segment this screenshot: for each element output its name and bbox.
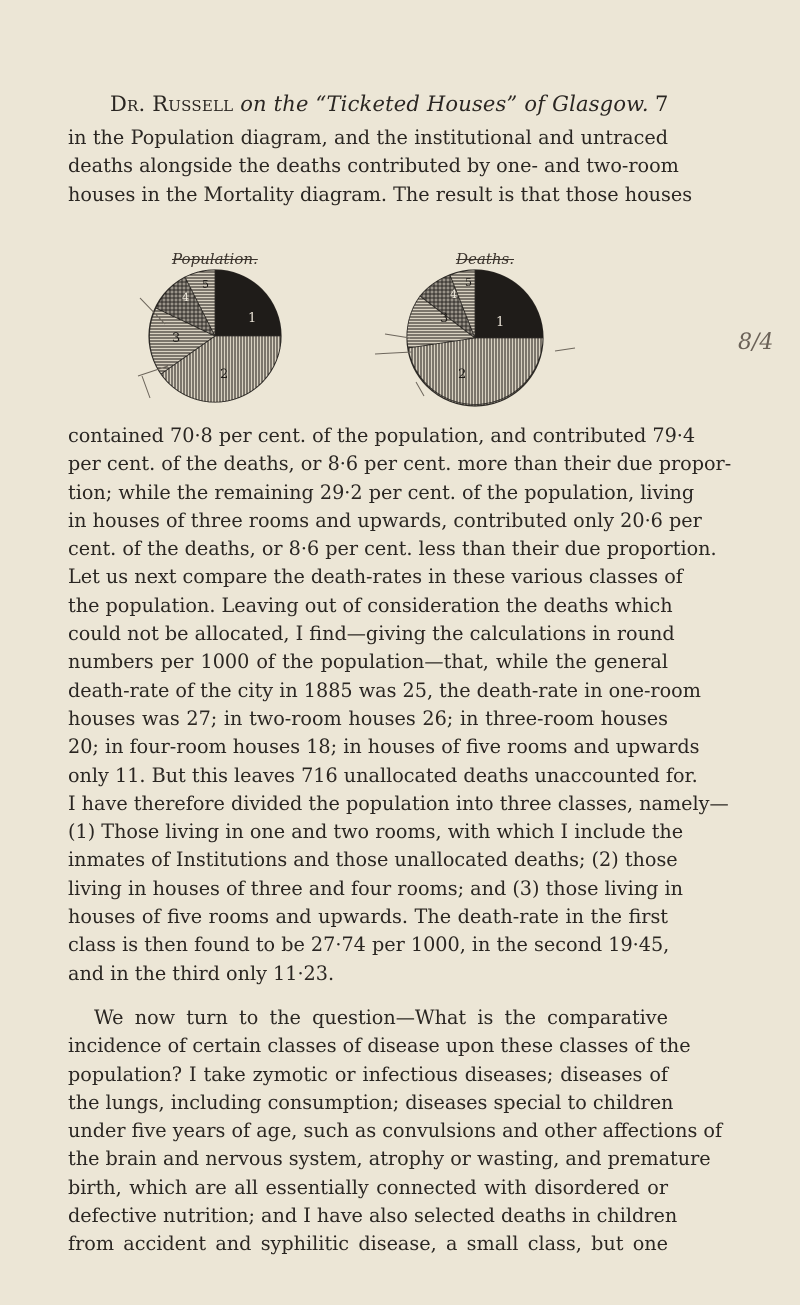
page-number: 7 [655, 92, 669, 116]
text-line: living in houses of three and four rooms; and (3) those living in [68, 876, 684, 900]
text-line: deaths alongside the deaths contributed by one- and two-room [68, 154, 679, 178]
paragraph-intro [68, 124, 693, 209]
text-line: incidence of certain classes of disease upon these classes of the [68, 1034, 691, 1058]
text-line: We now turn to the question—What is the comparative [94, 1006, 668, 1029]
pencil-margin-note: 8/4 [738, 330, 774, 355]
text-line: inmates of Institutions and those unallocated deaths; (2) those [68, 848, 678, 872]
population-pie [149, 270, 281, 402]
text-line: the lungs, including consumption; diseases special to children [68, 1090, 674, 1114]
segment-label: 2 [220, 367, 229, 382]
segment-label: 3 [172, 331, 181, 346]
header-on-the: on the [240, 92, 309, 116]
text-line: numbers per 1000 of the population—that, while the general [68, 650, 668, 674]
figure-label-population: Population. [172, 250, 258, 268]
text-line: (1) Those living in one and two rooms, with which I include the [68, 820, 684, 844]
deaths-pie [407, 270, 543, 406]
text-line: per cent. of the deaths, or 8·6 per cent. more than their due propor- [68, 452, 732, 476]
text-line: from accident and syphilitic disease, a small class, but one [68, 1232, 668, 1256]
text-line: defective nutrition; and I have also selected deaths in children [68, 1204, 678, 1228]
pencil-mark [142, 376, 150, 398]
pie-diagrams-svg [120, 256, 680, 411]
pie-segment-1 [215, 270, 281, 336]
pencil-mark [385, 334, 410, 338]
text-line: houses was 27; in two-room houses 26; in three-room houses [68, 706, 668, 730]
text-line: birth, which are all essentially connected with disordered or [68, 1175, 668, 1199]
text-line: only 11. But this leaves 716 unallocated deaths unaccounted for. [68, 763, 698, 787]
pie-diagrams-figure [120, 250, 680, 411]
text-line: under five years of age, such as convulsions and other affections of [68, 1119, 723, 1143]
segment-label: 4 [182, 291, 189, 304]
text-line: cent. of the deaths, or 8·6 per cent. less than their due proportion. [68, 537, 717, 561]
pie-segment-1 [475, 270, 543, 338]
header-city: Glasgow. [552, 92, 649, 116]
pencil-mark [375, 352, 412, 354]
header-title: “Ticketed Houses” [315, 92, 518, 116]
segment-label: 4 [450, 288, 457, 301]
segment-label: 3 [440, 311, 449, 326]
text-line: the brain and nervous system, atrophy or wasting, and premature [68, 1147, 711, 1171]
running-header [110, 92, 670, 116]
segment-label: 2 [458, 367, 467, 382]
text-line: houses of five rooms and upwards. The death-rate in the first [68, 905, 668, 929]
header-author: Dr. Russell [110, 92, 234, 116]
pencil-mark [555, 348, 575, 351]
segment-label: 5 [202, 278, 209, 291]
text-line: could not be allocated, I find—giving the calculations in round [68, 622, 675, 646]
text-line: the population. Leaving out of consideration the deaths which [68, 593, 673, 617]
text-line: in houses of three rooms and upwards, contributed only 20·6 per [68, 508, 702, 532]
segment-label: 1 [248, 311, 257, 326]
text-line: population? I take zymotic or infectious diseases; diseases of [68, 1062, 668, 1086]
text-line: houses in the Mortality diagram. The result is that those houses [68, 182, 693, 206]
paragraph-results [68, 422, 732, 988]
paragraph-diseases [68, 1004, 723, 1259]
pencil-mark [416, 382, 424, 396]
text-line: contained 70·8 per cent. of the population, and contributed 79·4 [68, 424, 696, 447]
text-line: tion; while the remaining 29·2 per cent. of the population, living [68, 480, 695, 504]
text-line: I have therefore divided the population into three classes, namely— [68, 791, 729, 815]
pie-segment-2 [408, 338, 543, 404]
text-line: 20; in four-room houses 18; in houses of five rooms and upwards [68, 735, 700, 759]
figure-label-deaths: Deaths. [456, 250, 515, 268]
text-line: class is then found to be 27·74 per 1000, in the second 19·45, [68, 933, 670, 957]
text-line: Let us next compare the death-rates in these various classes of [68, 565, 683, 589]
segment-label: 5 [465, 276, 472, 289]
segment-label: 1 [496, 315, 505, 330]
header-of: of [524, 92, 546, 116]
text-line: death-rate of the city in 1885 was 25, the death-rate in one-room [68, 678, 701, 702]
text-line: in the Population diagram, and the institutional and untraced [68, 126, 668, 149]
text-line: and in the third only 11·23. [68, 961, 335, 985]
